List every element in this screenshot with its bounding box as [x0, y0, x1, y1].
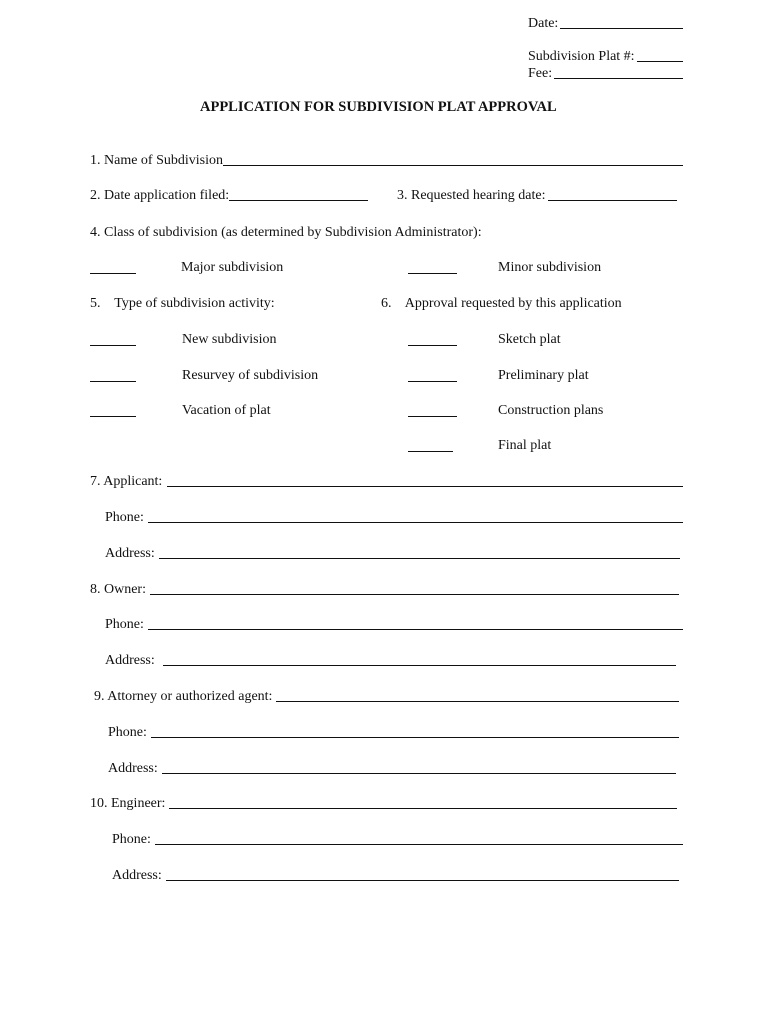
fee-blank[interactable] [554, 78, 683, 79]
date-blank[interactable] [560, 28, 683, 29]
minor-subdivision-checkbox[interactable] [408, 273, 457, 274]
engineer-phone-field[interactable] [112, 833, 683, 847]
subdivision-plat-field[interactable] [528, 50, 683, 64]
construction-plans-checkbox[interactable] [408, 416, 457, 417]
applicant-field[interactable] [90, 475, 683, 489]
engineer-address-field[interactable] [112, 869, 679, 883]
attorney-address-label: Address: [108, 761, 158, 776]
attorney-address-field[interactable] [108, 762, 676, 776]
hearing-date-blank[interactable] [548, 200, 677, 201]
attorney-phone-label: Phone: [108, 725, 147, 740]
owner-phone-label: Phone: [105, 617, 144, 632]
major-subdivision-checkbox[interactable] [90, 273, 136, 274]
owner-field[interactable] [90, 583, 679, 597]
class-of-subdivision-label: 4. Class of subdivision (as determined by Subdivision Administrator): [90, 225, 482, 240]
approval-requested-label: 6. Approval requested by this application [381, 296, 622, 311]
subdivision-name-field[interactable] [90, 154, 683, 168]
sketch-plat-checkbox[interactable] [408, 345, 457, 346]
hearing-date-label: 3. Requested hearing date: [397, 188, 546, 203]
date-filed-blank[interactable] [229, 200, 368, 201]
subdivision-plat-blank[interactable] [637, 61, 683, 62]
attorney-field[interactable] [94, 690, 679, 704]
new-subdivision-label: New subdivision [182, 332, 277, 347]
major-subdivision-label: Major subdivision [181, 260, 284, 275]
sketch-plat-label: Sketch plat [498, 332, 561, 347]
engineer-phone-label: Phone: [112, 832, 151, 847]
subdivision-activity-label: 5. Type of subdivision activity: [90, 296, 275, 311]
attorney-label: 9. Attorney or authorized agent: [94, 689, 273, 704]
date-filed-label: 2. Date application filed: [90, 188, 230, 203]
applicant-address-label: Address: [105, 546, 155, 561]
fee-label: Fee: [528, 66, 553, 81]
applicant-address-field[interactable] [105, 547, 680, 561]
engineer-address-blank[interactable] [166, 880, 679, 881]
applicant-address-blank[interactable] [159, 558, 680, 559]
applicant-phone-label: Phone: [105, 510, 144, 525]
owner-blank[interactable] [150, 594, 679, 595]
owner-phone-blank[interactable] [148, 629, 683, 630]
applicant-phone-blank[interactable] [148, 522, 683, 523]
final-plat-label: Final plat [498, 438, 552, 453]
form-title: APPLICATION FOR SUBDIVISION PLAT APPROVAL [200, 99, 557, 115]
minor-subdivision-label: Minor subdivision [498, 260, 602, 275]
applicant-blank[interactable] [167, 486, 683, 487]
subdivision-name-label: 1. Name of Subdivision [90, 153, 223, 168]
subdivision-name-blank[interactable] [223, 165, 683, 166]
date-filed-field[interactable] [90, 189, 368, 203]
preliminary-plat-label: Preliminary plat [498, 368, 589, 383]
engineer-label: 10. Engineer: [90, 796, 166, 811]
attorney-address-blank[interactable] [162, 773, 676, 774]
engineer-blank[interactable] [169, 808, 677, 809]
owner-label: 8. Owner: [90, 582, 146, 597]
construction-plans-label: Construction plans [498, 403, 604, 418]
subdivision-plat-label: Subdivision Plat #: [528, 49, 635, 64]
hearing-date-field[interactable] [397, 189, 677, 203]
applicant-label: 7. Applicant: [90, 474, 163, 489]
engineer-address-label: Address: [112, 868, 162, 883]
date-label: Date: [528, 16, 559, 31]
vacation-of-plat-label: Vacation of plat [182, 403, 271, 418]
owner-address-label: Address: [105, 653, 155, 668]
new-subdivision-checkbox[interactable] [90, 345, 136, 346]
engineer-field[interactable] [90, 797, 677, 811]
owner-address-blank[interactable] [163, 665, 676, 666]
resurvey-subdivision-label: Resurvey of subdivision [182, 368, 319, 383]
attorney-phone-field[interactable] [108, 726, 679, 740]
final-plat-checkbox[interactable] [408, 451, 453, 452]
preliminary-plat-checkbox[interactable] [408, 381, 457, 382]
attorney-blank[interactable] [276, 701, 679, 702]
date-field[interactable] [528, 17, 683, 31]
applicant-phone-field[interactable] [105, 511, 683, 525]
vacation-of-plat-checkbox[interactable] [90, 416, 136, 417]
engineer-phone-blank[interactable] [155, 844, 683, 845]
owner-phone-field[interactable] [105, 618, 683, 632]
owner-address-field[interactable] [105, 654, 676, 668]
fee-field[interactable] [528, 67, 683, 81]
resurvey-subdivision-checkbox[interactable] [90, 381, 136, 382]
attorney-phone-blank[interactable] [151, 737, 679, 738]
